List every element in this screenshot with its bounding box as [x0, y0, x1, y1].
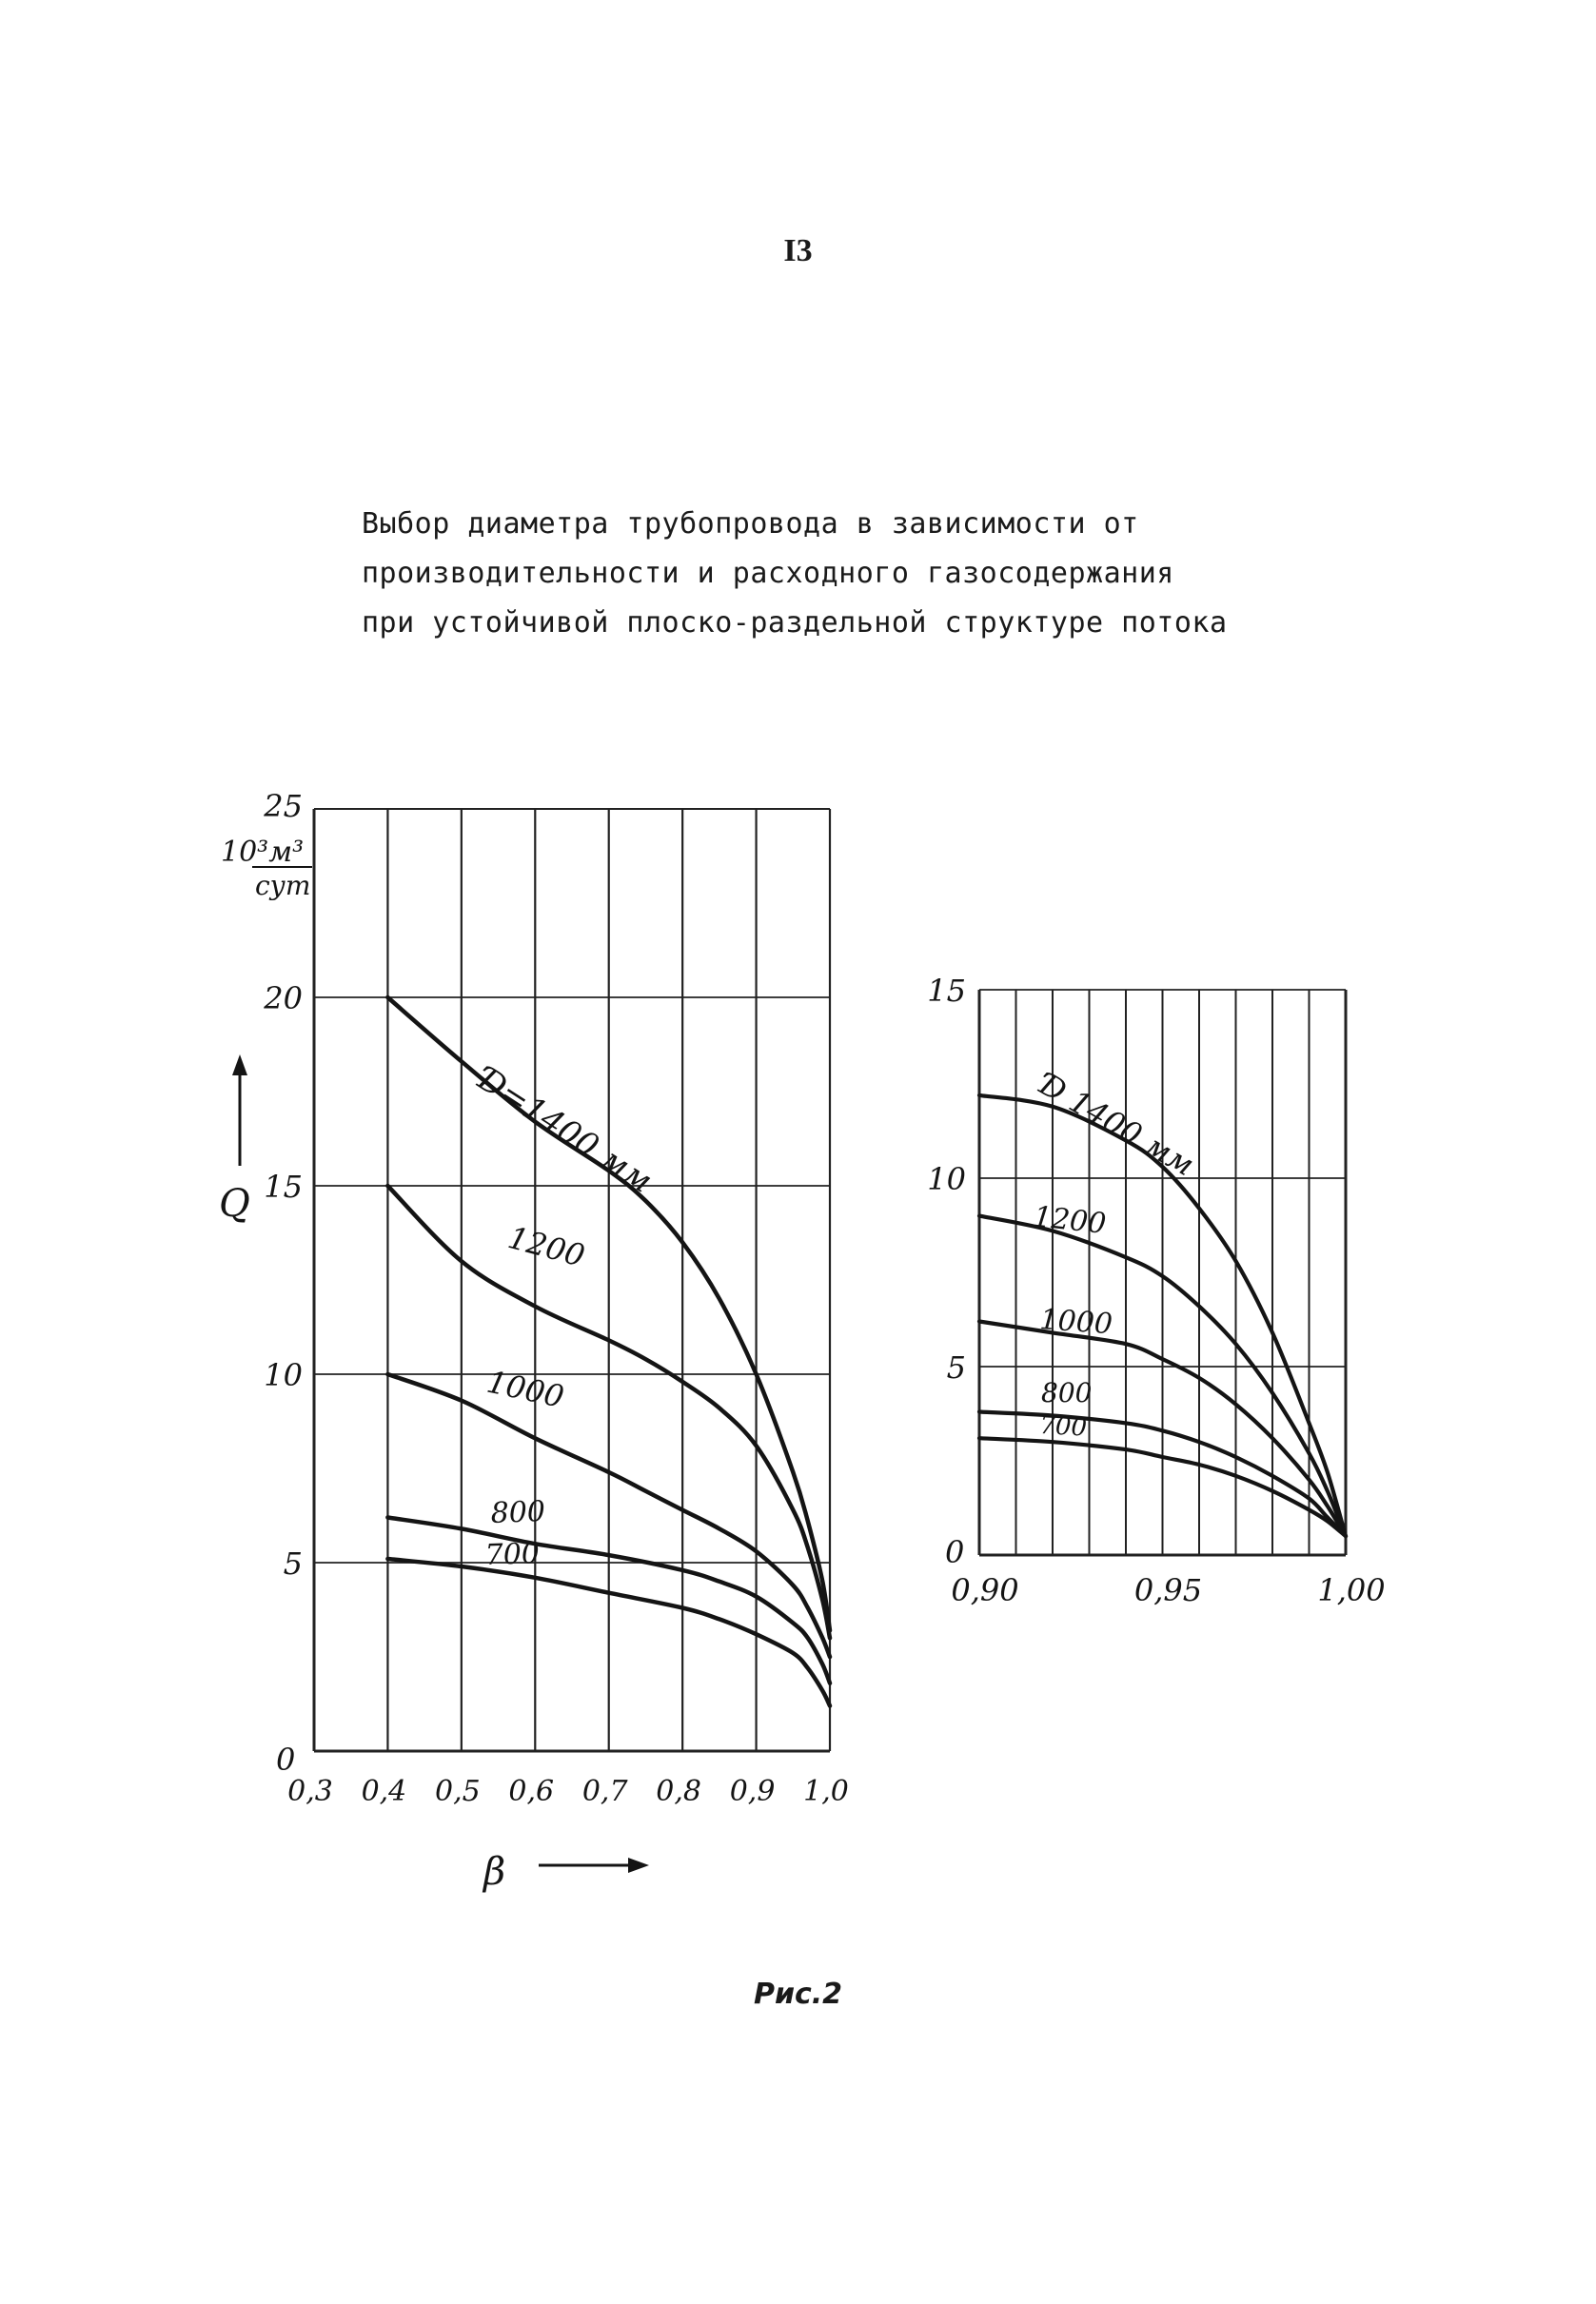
- right-series-label: 800: [1041, 1377, 1093, 1408]
- x-arrow-head: [628, 1858, 649, 1873]
- left-x-tick-label: 0,8: [656, 1775, 702, 1808]
- left-x-tick-label: 0,9: [729, 1775, 776, 1808]
- left-x-tick-label: 1,0: [803, 1775, 849, 1808]
- left-x-tick-label: 0,5: [434, 1775, 481, 1808]
- left-series-label: 800: [490, 1495, 546, 1530]
- left-series-label: 700: [484, 1537, 541, 1572]
- y-arrow-head: [232, 1054, 247, 1075]
- left-series-label: 1000: [483, 1363, 567, 1415]
- title-line-1: Выбор диаметра трубопровода в зависимости от: [362, 507, 1139, 541]
- left-y-tick-label: 10: [264, 1357, 303, 1393]
- left-x-tick-label: 0,7: [581, 1775, 628, 1808]
- left-series-label: Ɗ=1400 мм: [471, 1060, 660, 1201]
- right-x-tick-label: 0,90: [951, 1572, 1019, 1608]
- right-y-tick-label: 15: [927, 973, 966, 1009]
- left-x-axis-label: β: [483, 1850, 506, 1894]
- right-y-tick-label: 0: [945, 1534, 965, 1570]
- right-series-label: 1000: [1038, 1303, 1114, 1342]
- right-y-tick-label: 10: [927, 1161, 966, 1197]
- left-series-label: 1200: [503, 1219, 589, 1274]
- left-y-axis-label: Q: [219, 1182, 250, 1226]
- right-x-tick-label: 0,95: [1133, 1572, 1203, 1608]
- left-y-tick-label: 20: [264, 980, 303, 1016]
- left-y-unit-bottom: сут: [255, 870, 311, 901]
- left-y-tick-label: 5: [283, 1546, 303, 1582]
- title-line-3: при устойчивой плоско-раздельной структуре потока: [362, 606, 1228, 640]
- right-x-tick-label: 1,00: [1317, 1572, 1386, 1608]
- right-series-label: 700: [1038, 1411, 1088, 1443]
- right-series-label: 1200: [1032, 1200, 1108, 1241]
- left-y-tick-label: 25: [264, 788, 303, 824]
- right-series-label: Ɗ 1400 мм: [1034, 1066, 1201, 1184]
- left-y-unit-top: 10³м³: [221, 836, 305, 869]
- left-y-tick-label: 0: [276, 1742, 296, 1778]
- right-y-tick-label: 5: [946, 1349, 966, 1386]
- left-x-tick-label: 0,4: [361, 1775, 407, 1808]
- left-x-tick-label: 0,6: [508, 1775, 555, 1808]
- left-y-tick-label: 15: [264, 1169, 303, 1205]
- title-line-2: производительности и расходного газосодержания: [362, 557, 1174, 590]
- page-number: I3: [783, 233, 813, 268]
- figure-label: Рис.2: [753, 1978, 843, 2011]
- left-x-tick-label: 0,3: [287, 1775, 333, 1808]
